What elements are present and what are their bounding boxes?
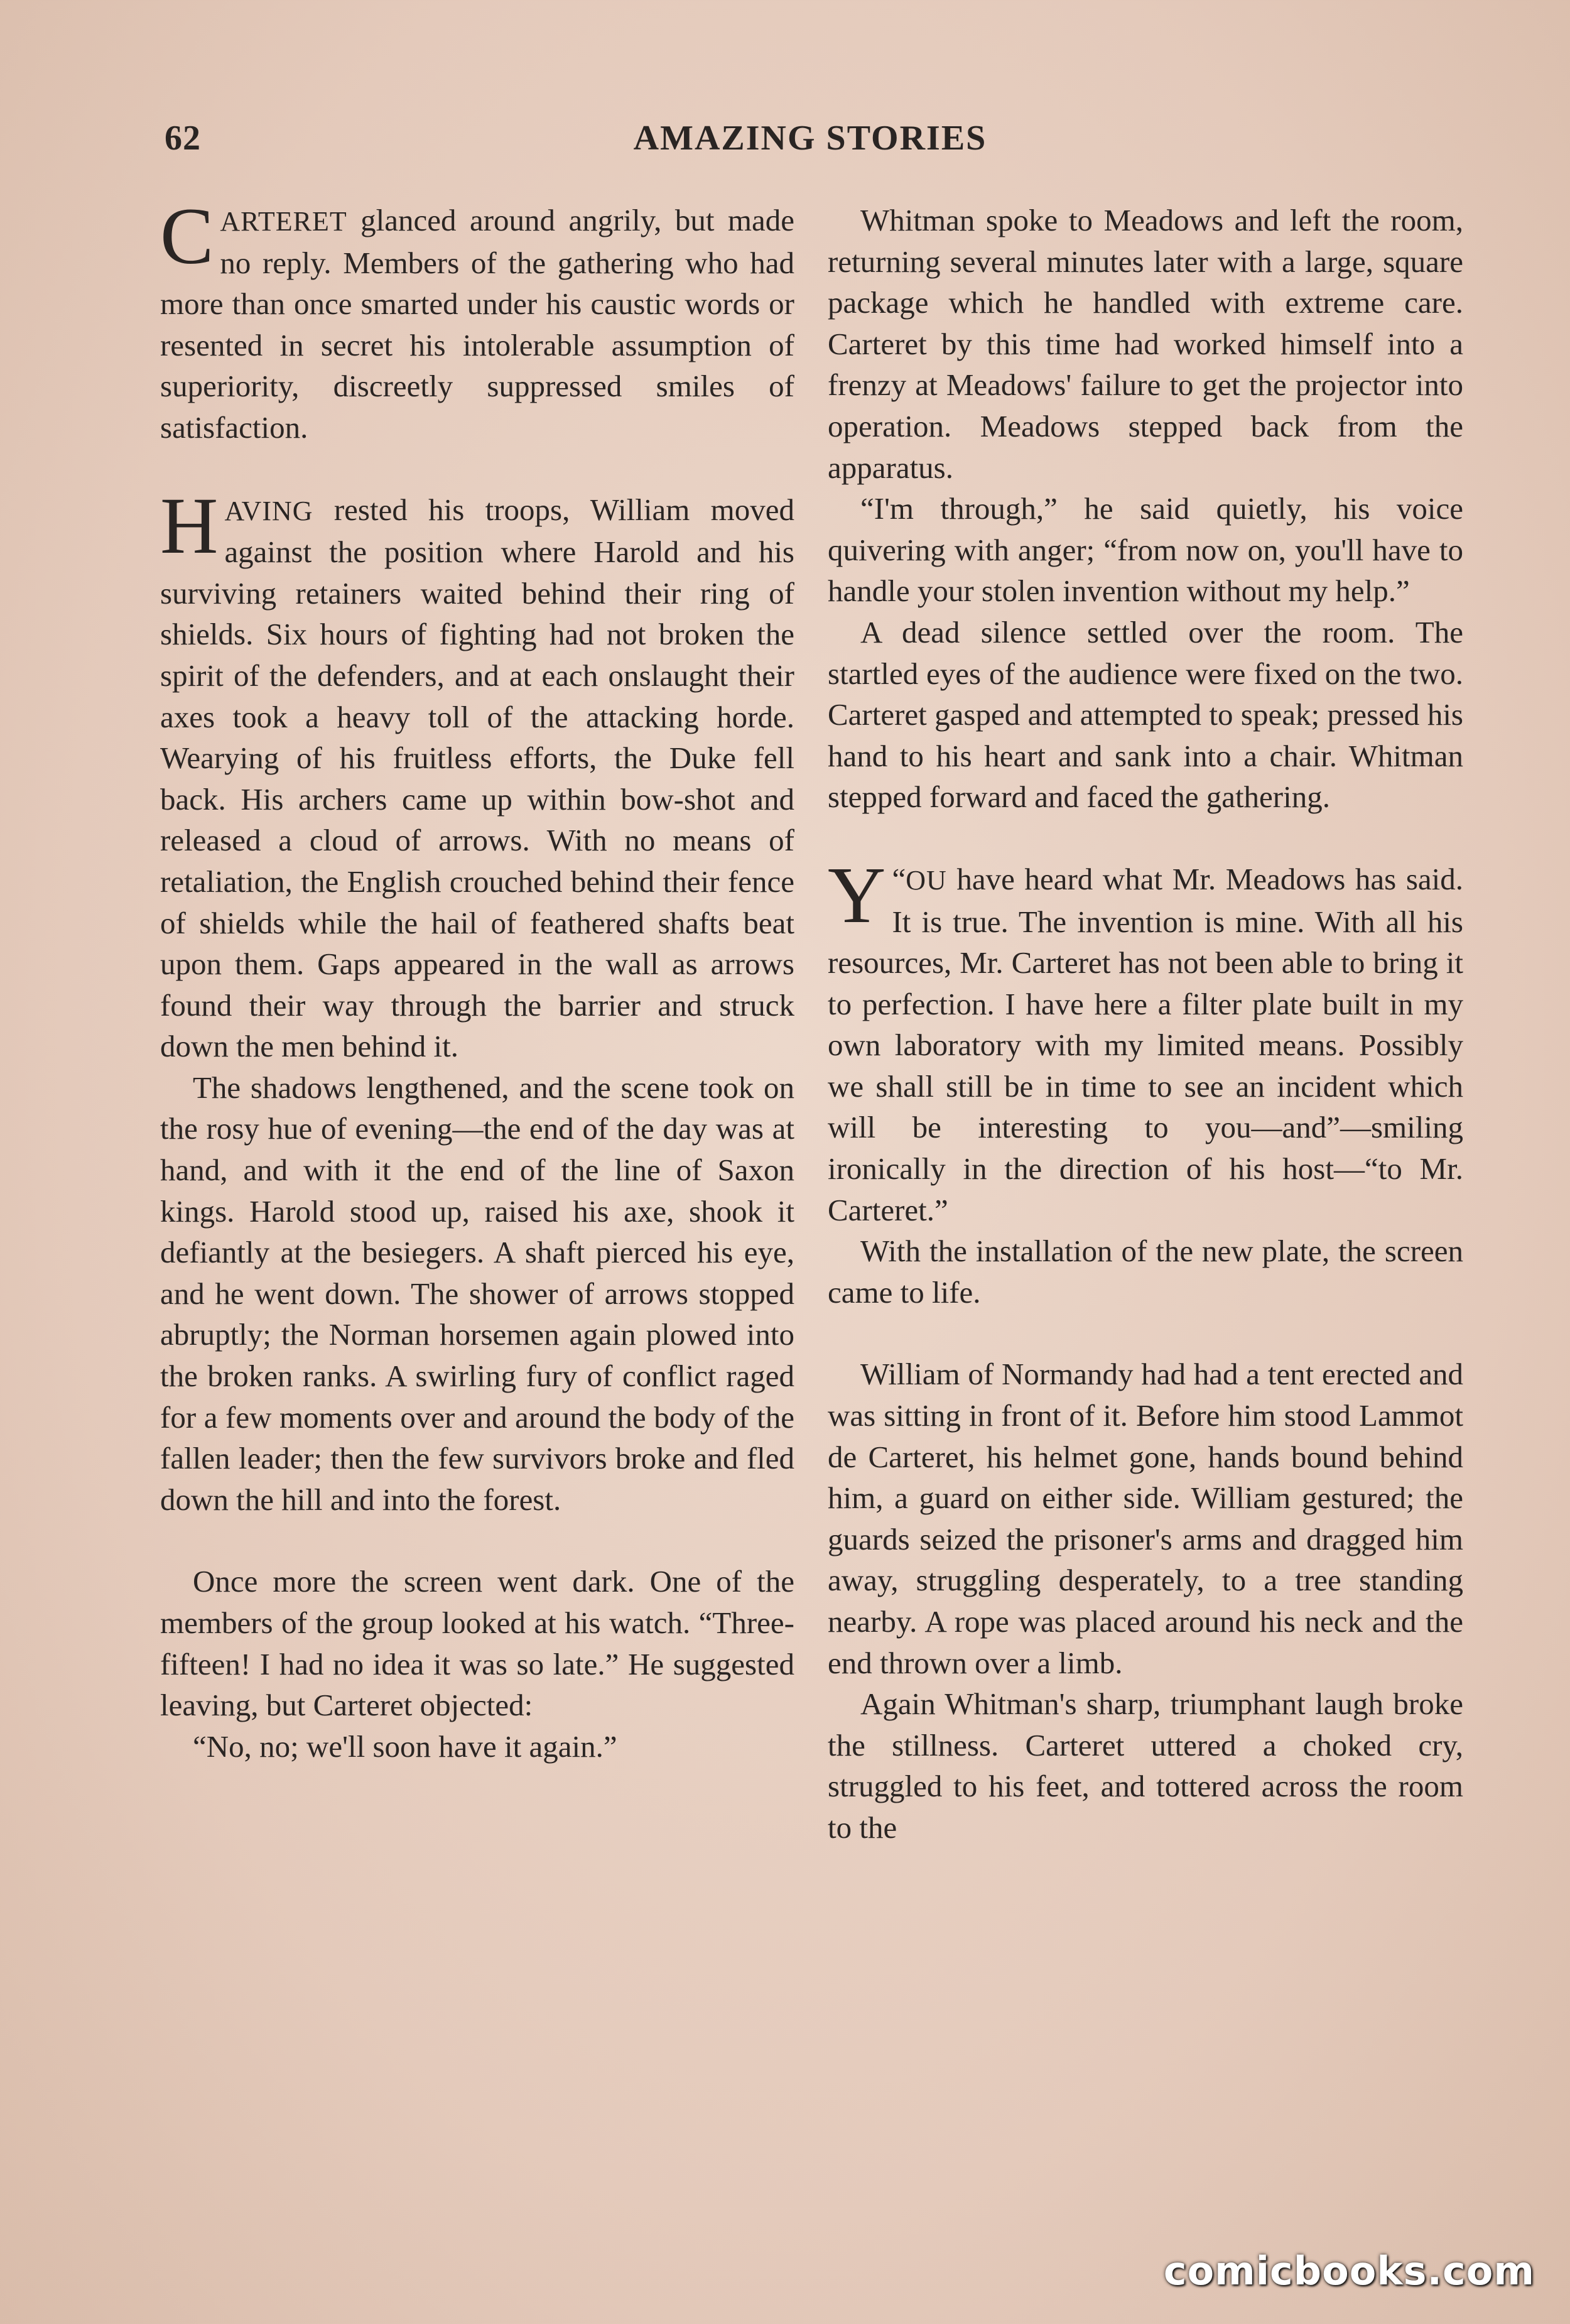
- small-caps-lead: AVING: [224, 495, 313, 526]
- watermark: comicbooks.com: [1163, 2248, 1535, 2294]
- drop-cap: C: [160, 192, 214, 281]
- small-caps-lead: OU: [906, 864, 947, 896]
- paragraph: “No, no; we'll soon have it again.”: [193, 1729, 617, 1764]
- paragraph-text: rested his troops, William moved against the position where Harold and his surviving retainers waited behind their ring of shields. Six hours of fighting had not broken the spirit of the defenders, and at each onslaught their axes took a heavy toll of the attacking horde. Wearying of his fruitless efforts, the Duke fell back. His archers came up within bow-shot and released a cloud of arrows. With no means of retaliation, the English crouched behind their fence of shields while the hail of feathered shafts beat upon them. Gaps appeared in the wall as arrows found their way through the barrier and struck down the men behind it.: [160, 492, 794, 1064]
- paragraph: [160, 192, 794, 448]
- page-number: 62: [165, 119, 201, 158]
- section-break: [828, 1313, 1463, 1354]
- running-head: AMAZING STORIES: [633, 119, 987, 158]
- drop-cap: Y: [828, 850, 886, 940]
- paragraph: With the installation of the new plate, the screen came to life.: [828, 1234, 1463, 1310]
- open-quote: “: [892, 861, 906, 896]
- section-break: [828, 818, 1463, 859]
- paragraph-text: have heard what Mr. Meadows has said. It is true. The invention is mine. With all his resources, Mr. Carteret has not been able to bring it to perfection. I have here a filter plate built in my own laboratory with my limited means. Possibly we shall still be in time to see an incident which will be interesting to you—and”—smiling ironically in the direction of his host—“to Mr. Carteret.”: [828, 861, 1463, 1227]
- section-break: [160, 1520, 794, 1561]
- paragraph: “I'm through,” he said quietly, his voice quivering with anger; “from now on, you'll have to handle your stolen invention without my help.”: [828, 491, 1463, 609]
- paragraph: A dead silence settled over the room. The startled eyes of the audience were fixed on the two. Carteret gasped and attempted to speak; pressed his hand to his heart and sank into a chair. Whitman stepped forward and faced the gathering.: [828, 614, 1463, 815]
- paragraph: Once more the screen went dark. One of the members of the group looked at his watch. “Three-fifteen! I had no idea it was so late.” He suggested leaving, but Carteret objected:: [160, 1564, 794, 1723]
- paragraph: Again Whitman's sharp, triumphant laugh broke the stillness. Carteret uttered a choked cry, struggled to his feet, and tottered across the room to the: [828, 1686, 1463, 1845]
- paragraph-text: glanced around angrily, but made no reply. Members of the gathering who had more than once smarted under his caustic words or resented in secret his intolerable assumption of superiority, discreetly suppressed smiles of satisfaction.: [160, 203, 794, 445]
- paragraph: William of Normandy had had a tent erected and was sitting in front of it. Before him stood Lammot de Carteret, his helmet gone, hands bound behind him, a guard on either side. William gestured; the guards seized the prisoner's arms and dragged him away, struggling desperately, to a tree standing nearby. A rope was placed around his neck and the end thrown over a limb.: [828, 1357, 1463, 1680]
- drop-cap: H: [160, 481, 219, 570]
- paragraph: [828, 850, 1463, 1230]
- paragraph: Whitman spoke to Meadows and left the room, returning several minutes later with a large, square package which he handled with extreme care. Carteret by this time had worked himself into a frenzy at Meadows' failure to get the projector into operation. Meadows stepped back from the apparatus.: [828, 203, 1463, 485]
- paragraph: [160, 481, 794, 1067]
- small-caps-lead: ARTERET: [220, 206, 347, 237]
- section-break: [160, 448, 794, 489]
- right-column: [828, 200, 1463, 1849]
- left-column: [160, 192, 794, 1767]
- paragraph: The shadows lengthened, and the scene took on the rosy hue of evening—the end of the day was at hand, and with it the end of the line of Saxon kings. Harold stood up, raised his axe, shook it defiantly at the besiegers. A shaft pierced his eye, and he went down. The shower of arrows stopped abruptly; the Norman horsemen again plowed into the broken ranks. A swirling fury of conflict raged for a few moments over and around the body of the fallen leader; then the few survivors broke and fled down the hill and into the forest.: [160, 1070, 794, 1517]
